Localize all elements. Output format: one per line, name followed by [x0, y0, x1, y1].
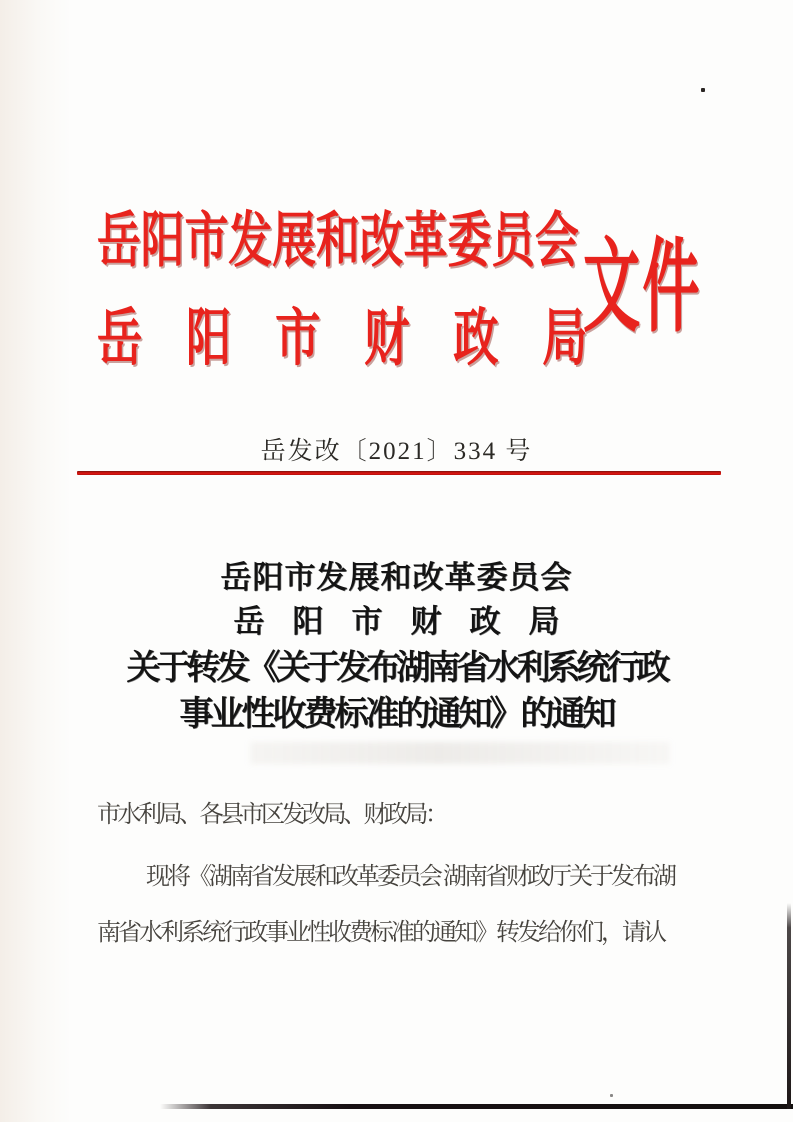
document-body: [97, 800, 719, 948]
document-title: [0, 556, 793, 738]
scan-edge-bottom: [160, 1104, 793, 1109]
red-separator-rule: [77, 471, 721, 475]
title-line-4: 事业性收费标准的通知》的通知: [179, 696, 614, 733]
body-paragraph-line-1: 现将《湖南省发展和改革委员会 湖南省财政厅关于发布湖: [146, 864, 674, 890]
agency-names: [97, 208, 632, 373]
bleed-through-ghost: [250, 742, 670, 764]
scan-speck: [701, 88, 705, 92]
title-line-3: 关于转发《关于发布湖南省水利系统行政: [126, 650, 667, 687]
scan-speck: [610, 1094, 613, 1097]
title-line-2: [0, 600, 793, 644]
title-line-1: 岳阳市发展和改革委员会: [220, 560, 573, 595]
doc-number: 岳发改〔2021〕334 号: [260, 438, 533, 465]
agency-name-line2: 岳阳市财政局: [97, 305, 632, 373]
scan-edge-right: [787, 903, 791, 1109]
agency-name-line1: 岳阳市发展和改革委员会: [97, 208, 579, 274]
doc-type-label: 文件: [583, 232, 702, 345]
body-paragraph-line-2: 南省水利系统行政事业性收费标准的通知》转发给你们，请认: [97, 920, 664, 946]
title-line-2-text: 岳阳市财政局: [233, 604, 588, 639]
salutation: 市水利局、各县市区发改局、财政局：: [97, 802, 446, 828]
